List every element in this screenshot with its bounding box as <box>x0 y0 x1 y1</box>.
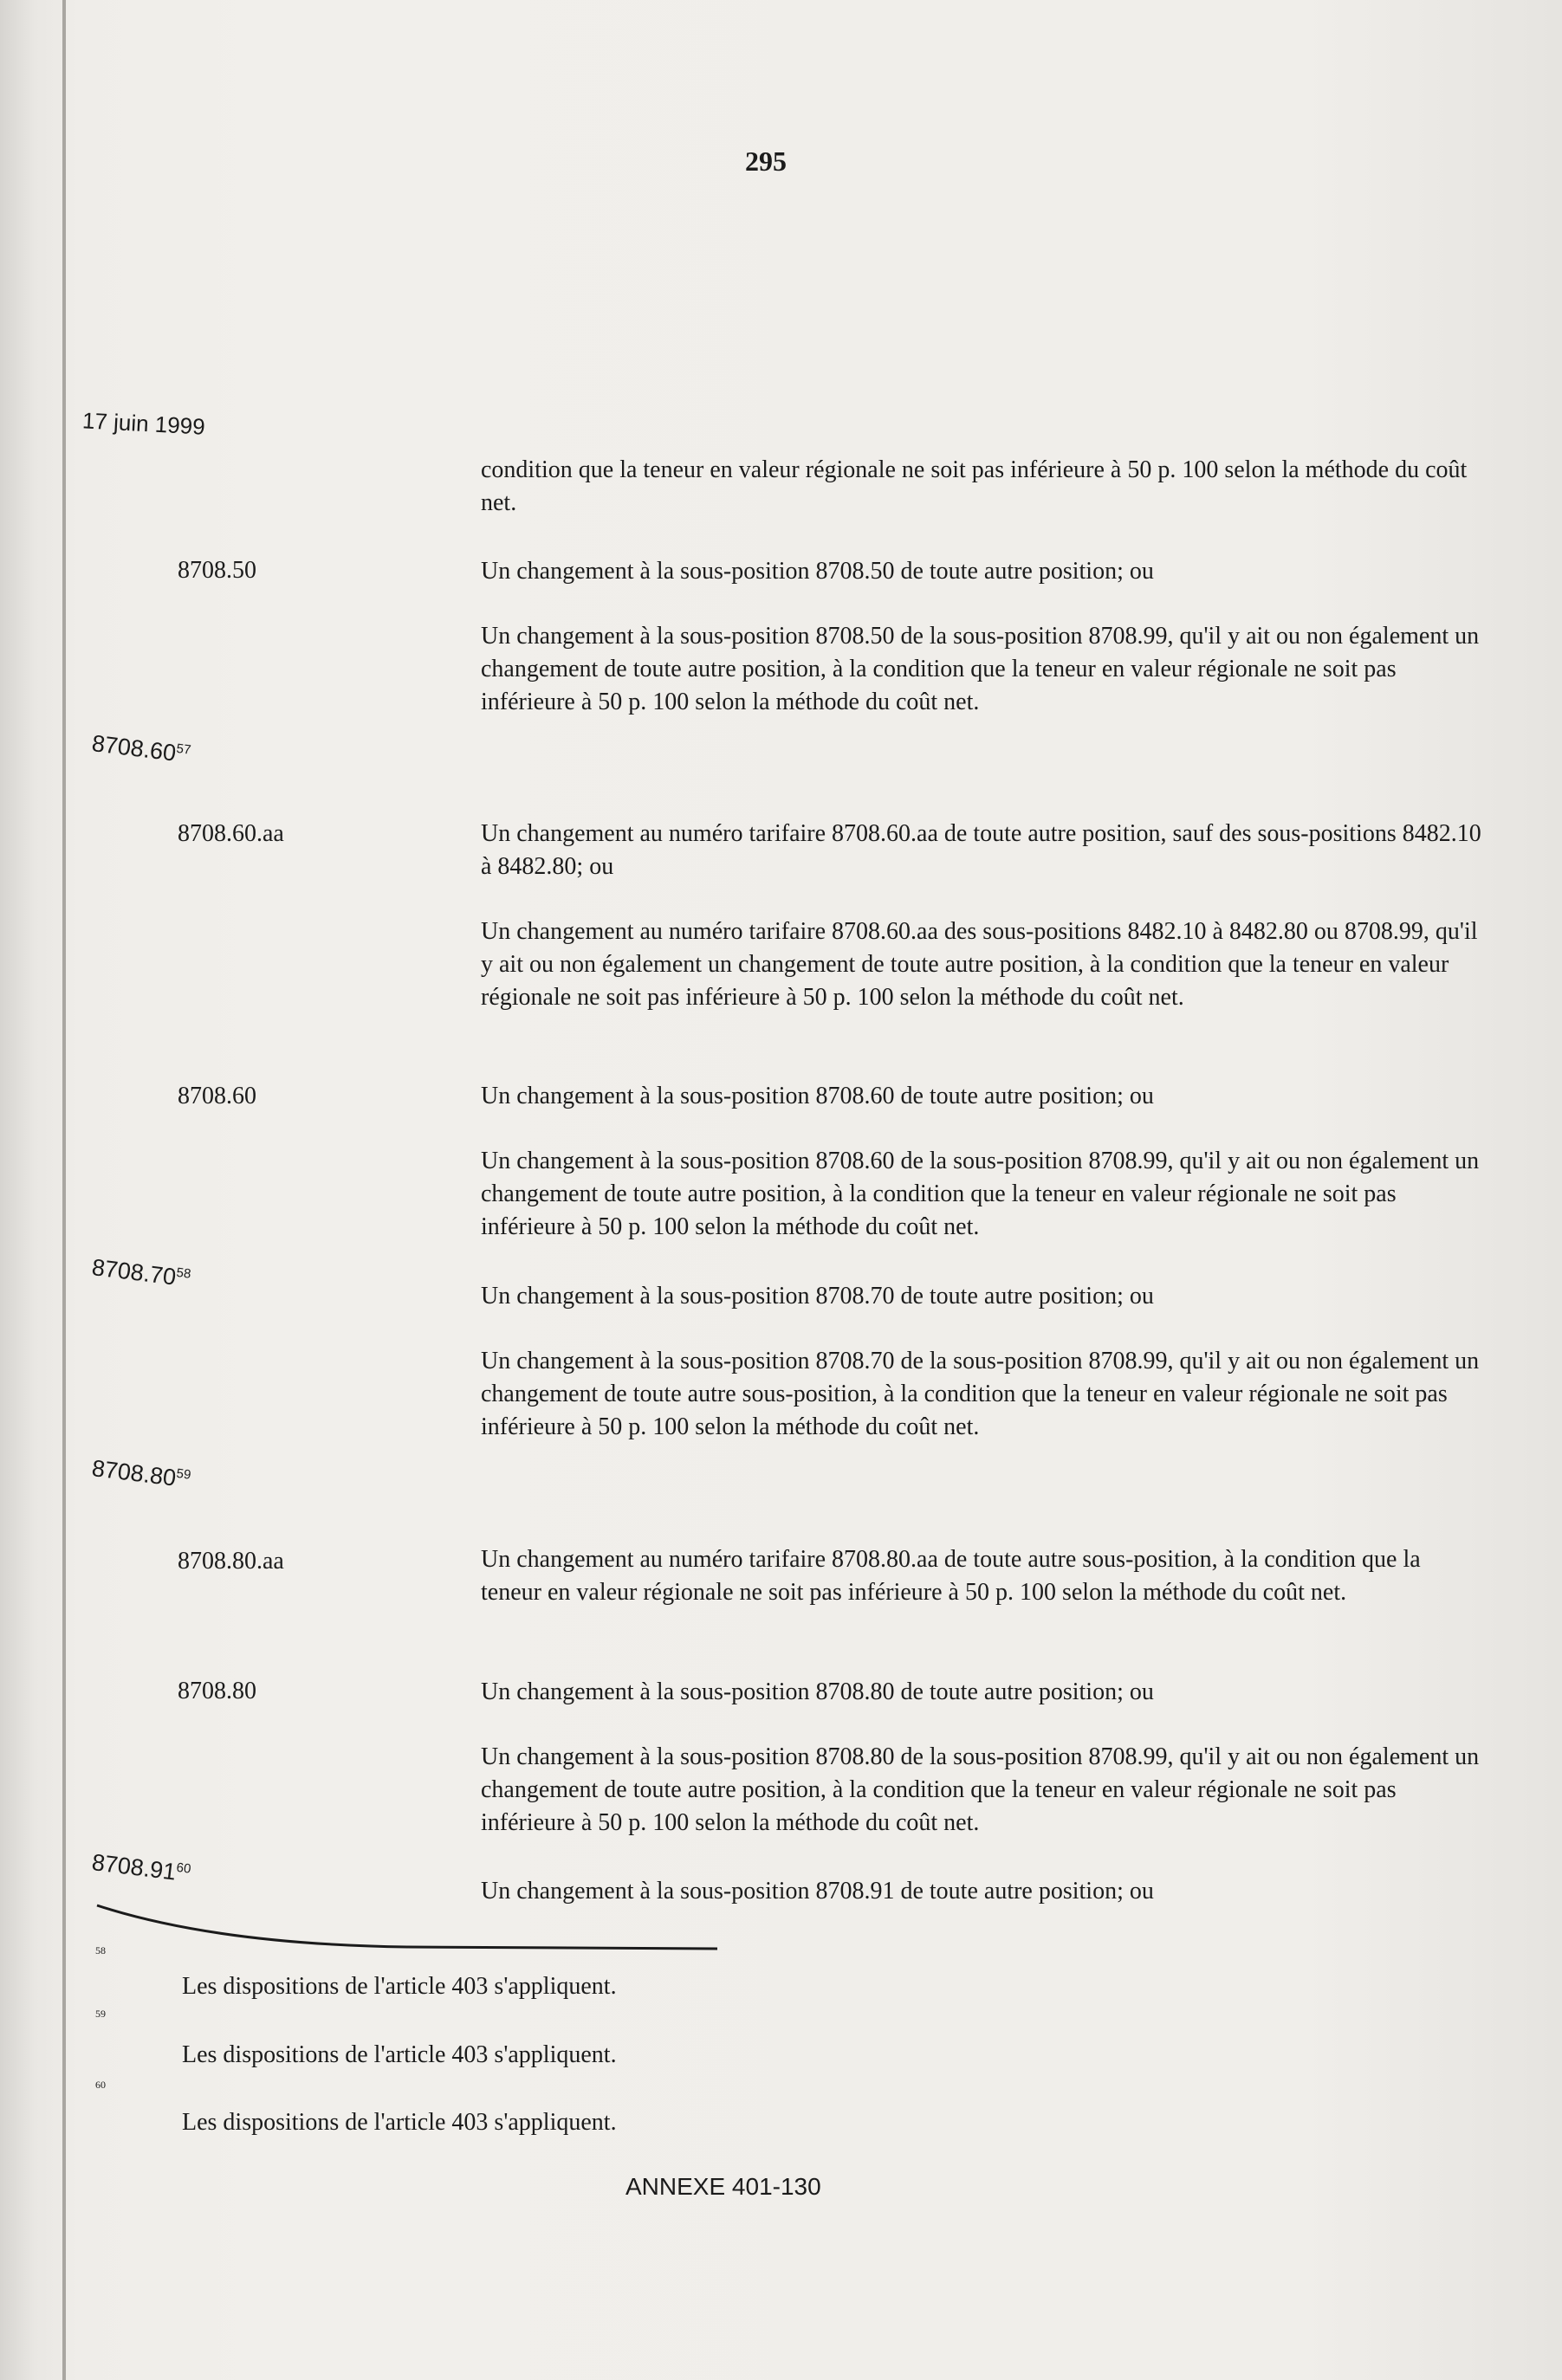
rule-text: condition que la teneur en valeur régionale ne soit pas inférieure à 50 p. 100 selon la méthode du coût net. <box>481 456 1468 516</box>
tariff-code: 8708.80.aa <box>178 1548 284 1575</box>
rule-text: Un changement au numéro tarifaire 8708.80.aa de toute autre sous-position, à la condition que la teneur en valeur régionale ne soit pas inférieure à 50 p. 100 selon la méthode du coût net. <box>481 1546 1421 1606</box>
tariff-code: 8708.60.aa <box>178 820 284 847</box>
rule-text: Un changement à la sous-position 8708.80 de la sous-position 8708.99, qu'il y ait ou non également un changement de toute autre position, à la condition que la teneur en valeur régionale ne soit pas inférieure à 50 p. 100 selon la méthode du coût net. <box>481 1743 1480 1836</box>
footnote-separator-line <box>95 1897 719 1957</box>
rule-text: Un changement à la sous-position 8708.80 de toute autre position; ou <box>481 1678 1154 1705</box>
footnote-mark: 58 <box>95 1944 106 1956</box>
tariff-code: 8708.70 <box>90 1254 178 1290</box>
tariff-code: 8708.50 <box>178 557 256 584</box>
tariff-code: 8708.60 <box>178 1083 256 1109</box>
tariff-code-footnoted <box>90 1849 191 1888</box>
tariff-code-footnoted <box>90 1455 191 1494</box>
footnote-ref: 58 <box>175 1264 192 1282</box>
tariff-code-footnoted <box>90 730 191 769</box>
footnote-text: Les dispositions de l'article 403 s'appliquent. <box>182 1973 617 2000</box>
rule-text: Un changement à la sous-position 8708.70 de la sous-position 8708.99, qu'il y ait ou non également un changement de toute autre sous-position, à la condition que la teneur en valeur régionale ne soit pas inférieure à 50 p. 100 selon la méthode du coût net. <box>481 1348 1480 1440</box>
footnote-mark: 60 <box>95 2079 106 2091</box>
footnote-mark: 59 <box>95 2008 106 2020</box>
annex-footer: ANNEXE 401-130 <box>625 2173 821 2200</box>
binding-edge <box>62 0 66 2380</box>
tariff-code: 8708.91 <box>90 1849 178 1885</box>
footnote-ref: 59 <box>175 1465 192 1483</box>
footnote-ref: 57 <box>175 741 192 758</box>
rule-text: Un changement à la sous-position 8708.60 de toute autre position; ou <box>481 1083 1154 1109</box>
rule-text: Un changement à la sous-position 8708.50 de toute autre position; ou <box>481 558 1154 585</box>
rule-text: Un changement à la sous-position 8708.60 de la sous-position 8708.99, qu'il y ait ou non également un changement de toute autre position, à la condition que la teneur en valeur régionale ne soit pas inférieure à 50 p. 100 selon la méthode du coût net. <box>481 1148 1480 1240</box>
tariff-code-footnoted <box>90 1254 191 1293</box>
page-number: 295 <box>745 146 787 177</box>
footnote-text: Les dispositions de l'article 403 s'appliquent. <box>182 2041 617 2068</box>
rule-text: Un changement au numéro tarifaire 8708.60.aa des sous-positions 8482.10 à 8482.80 ou 8708.99, qu'il y ait ou non également un changement de toute autre position, à la condition que la teneur en valeur régionale ne soit pas inférieure à 50 p. 100 selon la méthode du coût net. <box>481 918 1478 1011</box>
footnote-ref: 60 <box>175 1859 192 1877</box>
rule-text: Un changement au numéro tarifaire 8708.60.aa de toute autre position, sauf des sous-positions 8482.10 à 8482.80; ou <box>481 820 1481 880</box>
tariff-code: 8708.80 <box>90 1455 178 1491</box>
tariff-code: 8708.60 <box>90 730 178 766</box>
footnote-text: Les dispositions de l'article 403 s'appliquent. <box>182 2109 617 2136</box>
tariff-code: 8708.80 <box>178 1678 256 1704</box>
date-stamp: 17 juin 1999 <box>81 407 206 440</box>
rule-text: Un changement à la sous-position 8708.50 de la sous-position 8708.99, qu'il y ait ou non également un changement de toute autre position, à la condition que la teneur en valeur régionale ne soit pas inférieure à 50 p. 100 selon la méthode du coût net. <box>481 623 1480 715</box>
rule-text: Un changement à la sous-position 8708.70 de toute autre position; ou <box>481 1283 1154 1310</box>
rule-text: Un changement à la sous-position 8708.91 de toute autre position; ou <box>481 1878 1154 1905</box>
